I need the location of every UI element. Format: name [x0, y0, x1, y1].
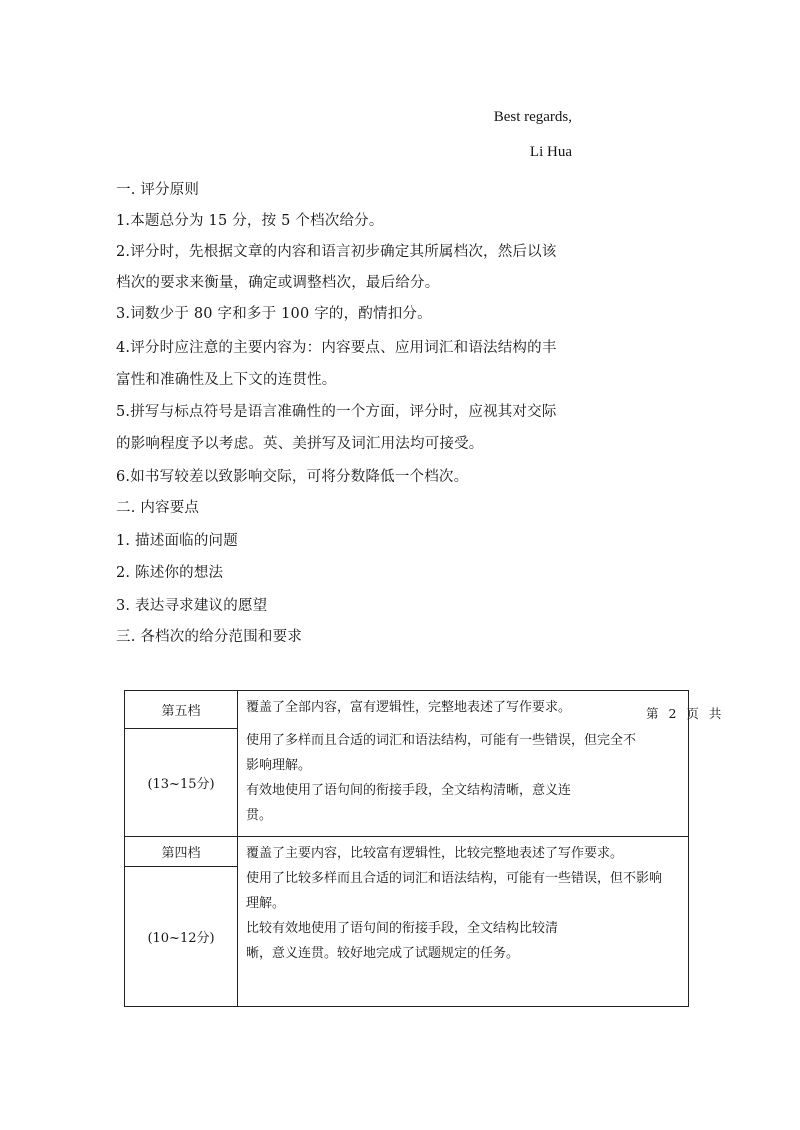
paragraph-line: 6.如书写较差以致影响交际，可将分数降低一个档次。 [116, 469, 469, 485]
band5-desc-line: 贯。 [246, 808, 273, 823]
band5-desc-line: 有效地使用了语句间的衔接手段，全文结构清晰，意义连 [246, 783, 572, 798]
paragraph-line: 的影响程度予以考虑。英、美拼写及词汇用法均可接受。 [116, 436, 484, 452]
band4-name: 第四档 [125, 837, 238, 867]
closing-regards: Best regards, [493, 109, 572, 125]
band4-desc-line: 理解。 [246, 896, 286, 911]
list-item: 3. 表达寻求建议的愿望 [116, 598, 268, 614]
table-row [125, 691, 689, 729]
paragraph-line: 5.拼写与标点符号是语言准确性的一个方面，评分时，应视其对交际 [116, 404, 557, 420]
paragraph-line: 富性和准确性及上下文的连贯性。 [116, 372, 337, 388]
band5-desc-line: 使用了多样而且合适的词汇和语法结构，可能有一些错误，但完全不 [246, 733, 637, 748]
band4-desc-line: 覆盖了主要内容，比较富有逻辑性，比较完整地表述了写作要求。 [246, 846, 624, 861]
grading-table [124, 690, 689, 1007]
band5-desc-line: 影响理解。 [246, 758, 312, 773]
band4-range: (10~12分) [125, 867, 238, 1007]
page-number: 第 2 页 共 [646, 706, 722, 721]
paragraph-line: 2.评分时，先根据文章的内容和语言初步确定其所属档次，然后以该 [116, 244, 557, 260]
paragraph-line: 档次的要求来衡量，确定或调整档次，最后给分。 [116, 275, 440, 291]
band4-desc-line: 比较有效地使用了语句间的衔接手段，全文结构比较清 [246, 921, 559, 936]
band5-description [238, 691, 689, 837]
closing-name: Li Hua [529, 144, 572, 160]
band5-name: 第五档 [125, 691, 238, 729]
band4-desc-line: 使用了比较多样而且合适的词汇和语法结构，可能有一些错误，但不影响 [246, 871, 663, 886]
list-item: 2. 陈述你的想法 [116, 565, 224, 581]
band4-description [238, 837, 689, 1007]
band5-range: (13~15分) [125, 729, 238, 837]
paragraph-line: 1.本题总分为 15 分，按 5 个档次给分。 [116, 213, 384, 229]
section-heading-band-requirements: 三. 各档次的给分范围和要求 [116, 629, 303, 645]
paragraph-line: 3.词数少于 80 字和多于 100 字的，酌情扣分。 [116, 306, 432, 322]
section-heading-scoring-principles: 一. 评分原则 [116, 182, 200, 198]
band5-desc-line: 覆盖了全部内容，富有逻辑性，完整地表述了写作要求。 [246, 700, 572, 715]
paragraph-line: 4.评分时应注意的主要内容为：内容要点、应用词汇和语法结构的丰 [116, 340, 557, 356]
band4-desc-line: 晰，意义连贯。较好地完成了试题规定的任务。 [246, 946, 520, 961]
section-heading-content-points: 二. 内容要点 [116, 500, 200, 516]
table-row [125, 837, 689, 867]
list-item: 1. 描述面临的问题 [116, 533, 238, 549]
